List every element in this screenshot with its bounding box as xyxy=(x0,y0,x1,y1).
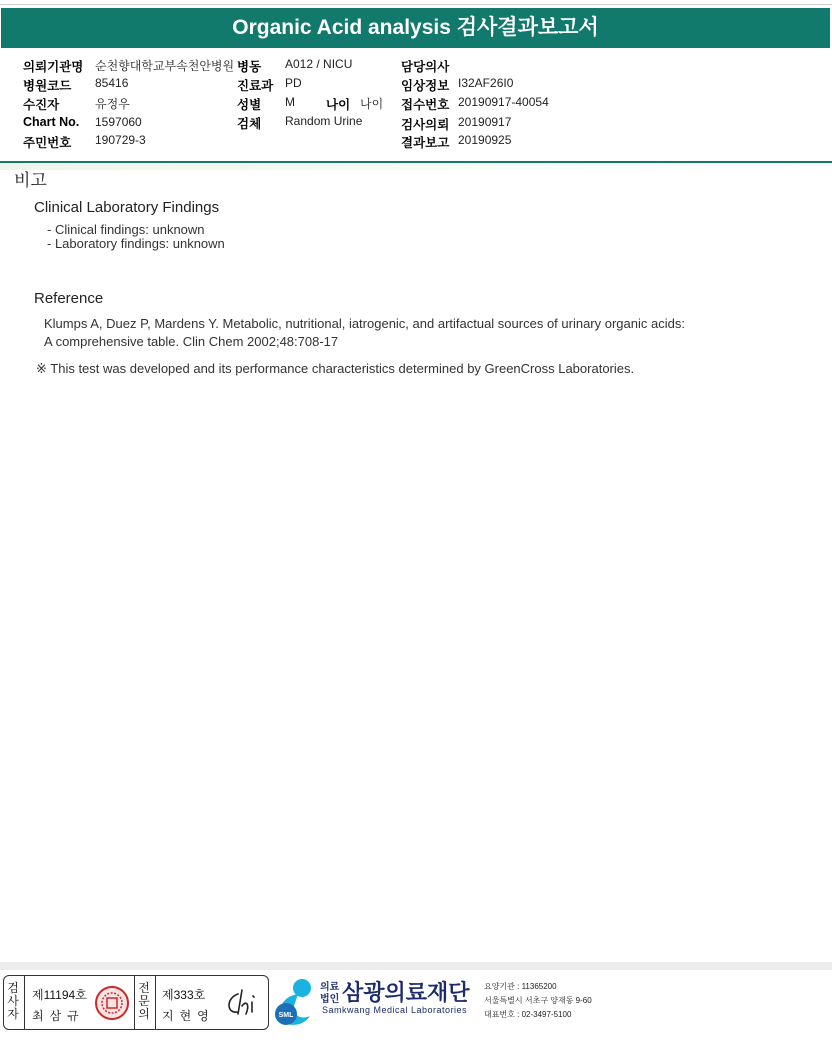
examiner-label xyxy=(6,982,20,1021)
clinical-info-value: I32AF26I0 xyxy=(458,76,514,90)
chart-label: Chart No. xyxy=(23,115,80,129)
department-label: 진료과 xyxy=(237,79,274,93)
address-info: 서울특별시 서초구 양재동 9-60 xyxy=(484,996,592,1005)
doctor-label: 담당의사 xyxy=(401,60,450,74)
hospital-code-label: 병원코드 xyxy=(23,79,72,93)
report-value: 20190925 xyxy=(458,133,512,147)
receipt-label: 접수번호 xyxy=(401,98,450,112)
remarks-heading: 비고 xyxy=(14,171,47,190)
specialist-label xyxy=(136,982,152,1021)
resident-label: 주민번호 xyxy=(23,136,72,150)
logo-english: Samkwang Medical Laboratories xyxy=(322,1005,468,1015)
signature-box xyxy=(3,975,269,1030)
request-value: 20190917 xyxy=(458,115,512,129)
request-label: 검사의뢰 xyxy=(401,118,450,132)
logo-name: 삼광의료재단 xyxy=(342,980,470,1005)
specimen-value: Random Urine xyxy=(285,114,363,128)
report-label: 결과보고 xyxy=(401,136,450,150)
signature-divider xyxy=(24,976,25,1029)
reference-line-2: A comprehensive table. Clin Chem 2002;48:708-17 xyxy=(44,334,339,349)
reference-heading: Reference xyxy=(34,290,104,307)
patient-info-header xyxy=(0,50,832,160)
footer-band xyxy=(0,962,832,970)
examiner-name: 최삼규 xyxy=(32,1009,85,1023)
specialist-label-text: 전 문 의 xyxy=(138,981,150,1021)
age-value: 나이 xyxy=(360,97,384,111)
institution-label: 의뢰기관명 xyxy=(23,60,84,74)
phone-info: 대표번호 : 02-3497-5100 xyxy=(484,1010,572,1019)
header-divider xyxy=(0,161,832,163)
age-label: 나이 xyxy=(326,98,351,112)
sex-label: 성별 xyxy=(237,98,262,112)
institution-code-info: 요양기관 : 11365200 xyxy=(484,982,557,991)
specialist-signature xyxy=(224,986,264,1020)
examiner-seal-stamp xyxy=(94,985,130,1021)
clinical-findings-line: - Clinical findings: unknown xyxy=(47,222,205,237)
clinical-info-label: 임상정보 xyxy=(401,79,450,93)
signature-divider xyxy=(134,976,135,1029)
header-shade xyxy=(0,164,832,170)
receipt-value: 20190917-40054 xyxy=(458,95,549,109)
hospital-code-value: 85416 xyxy=(95,76,129,90)
test-development-note: ※ This test was developed and its performance characteristics determined by GreenCross Laboratories. xyxy=(36,361,635,376)
logo-badge-text: SML xyxy=(278,1012,294,1019)
sml-logo-icon xyxy=(270,976,320,1028)
report-title: Organic Acid analysis 검사결과보고서 xyxy=(1,8,830,48)
clinical-findings-heading: Clinical Laboratory Findings xyxy=(34,199,220,216)
specimen-label: 검체 xyxy=(237,117,262,131)
department-value: PD xyxy=(285,76,302,90)
sex-value: M xyxy=(285,95,295,109)
reference-line-1: Klumps A, Duez P, Mardens Y. Metabolic, nutritional, iatrogenic, and artifactual sources of urinary organic acids: xyxy=(44,316,685,331)
institution-value: 순천향대학교부속천안병원 xyxy=(95,59,235,73)
ward-label: 병동 xyxy=(237,60,262,74)
top-border xyxy=(0,0,832,5)
laboratory-findings-line: - Laboratory findings: unknown xyxy=(47,236,225,251)
examiner-label-text: 검 사 자 xyxy=(7,981,19,1021)
chart-value: 1597060 xyxy=(95,115,142,129)
specialist-name: 지현영 xyxy=(162,1009,215,1023)
patient-label: 수진자 xyxy=(23,98,60,112)
examiner-number: 제11194호 xyxy=(32,988,87,1002)
logo-prefix-1: 의료 xyxy=(320,982,340,993)
specialist-number: 제333호 xyxy=(162,988,206,1002)
logo-prefix-2: 법인 xyxy=(320,994,340,1005)
patient-value: 유정우 xyxy=(95,97,130,111)
ward-value: A012 / NICU xyxy=(285,57,353,71)
resident-value: 190729-3 xyxy=(95,133,146,147)
signature-divider xyxy=(155,976,156,1029)
